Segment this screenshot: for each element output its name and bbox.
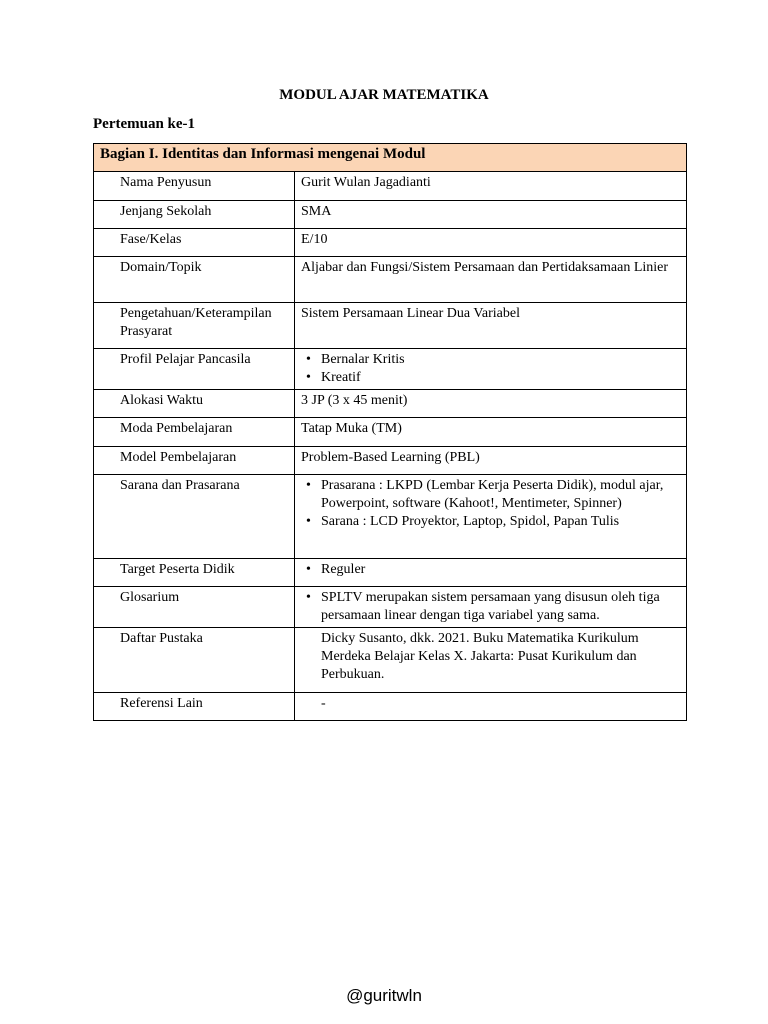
list-item: • Reguler bbox=[321, 561, 680, 579]
row-value-domain: Aljabar dan Fungsi/Sistem Persamaan dan Pertidaksamaan Linier bbox=[295, 257, 687, 303]
table-row bbox=[94, 201, 687, 229]
row-label-prasyarat: Pengetahuan/Keterampilan Prasyarat bbox=[94, 303, 295, 349]
row-value-sarana bbox=[295, 475, 687, 559]
glosarium-list bbox=[301, 589, 680, 625]
row-value-alokasi: 3 JP (3 x 45 menit) bbox=[295, 390, 687, 418]
footer-handle: @guritwln bbox=[346, 986, 422, 1005]
row-label-glosarium: Glosarium bbox=[94, 587, 295, 628]
row-value-jenjang: SMA bbox=[295, 201, 687, 229]
row-label-alokasi: Alokasi Waktu bbox=[94, 390, 295, 418]
meeting-label: Pertemuan ke-1 bbox=[93, 116, 196, 132]
row-label-referensi: Referensi Lain bbox=[94, 693, 295, 721]
table-row bbox=[94, 257, 687, 303]
list-item: • SPLTV merupakan sistem persamaan yang disusun oleh tiga persamaan linear dengan tiga variabel yang sama. bbox=[321, 589, 680, 625]
row-label-profil: Profil Pelajar Pancasila bbox=[94, 349, 295, 390]
row-value-glosarium bbox=[295, 587, 687, 628]
list-item: • Kreatif bbox=[321, 369, 680, 387]
section-header: Bagian I. Identitas dan Informasi mengenai Modul bbox=[94, 144, 687, 172]
row-value-profil bbox=[295, 349, 687, 390]
row-label-fase: Fase/Kelas bbox=[94, 229, 295, 257]
target-list bbox=[301, 561, 680, 579]
row-label-sarana: Sarana dan Prasarana bbox=[94, 475, 295, 559]
section-header-row bbox=[94, 144, 687, 172]
row-value-referensi: - bbox=[295, 693, 687, 721]
table-row bbox=[94, 349, 687, 390]
table-row bbox=[94, 587, 687, 628]
table-row bbox=[94, 628, 687, 693]
list-item: • Sarana : LCD Proyektor, Laptop, Spidol, Papan Tulis bbox=[321, 513, 680, 531]
document-title: MODUL AJAR MATEMATIKA bbox=[279, 87, 489, 103]
row-value-target bbox=[295, 559, 687, 587]
table-row bbox=[94, 229, 687, 257]
table-row bbox=[94, 559, 687, 587]
row-value-model: Problem-Based Learning (PBL) bbox=[295, 447, 687, 475]
table-row bbox=[94, 693, 687, 721]
row-value-pustaka: Dicky Susanto, dkk. 2021. Buku Matematika Kurikulum Merdeka Belajar Kelas X. Jakarta: Pusat Kurikulum dan Perbukuan. bbox=[295, 628, 687, 693]
table-row bbox=[94, 475, 687, 559]
row-label-domain: Domain/Topik bbox=[94, 257, 295, 303]
sarana-list bbox=[301, 477, 680, 531]
table-row bbox=[94, 172, 687, 201]
row-label-pustaka: Daftar Pustaka bbox=[94, 628, 295, 693]
table-row bbox=[94, 303, 687, 349]
table-row bbox=[94, 418, 687, 447]
row-value-fase: E/10 bbox=[295, 229, 687, 257]
row-label-moda: Moda Pembelajaran bbox=[94, 418, 295, 447]
row-value-moda: Tatap Muka (TM) bbox=[295, 418, 687, 447]
row-label-target: Target Peserta Didik bbox=[94, 559, 295, 587]
row-label-model: Model Pembelajaran bbox=[94, 447, 295, 475]
module-info-table bbox=[93, 143, 687, 721]
row-value-penyusun: Gurit Wulan Jagadianti bbox=[295, 172, 687, 201]
table-row bbox=[94, 447, 687, 475]
row-label-penyusun: Nama Penyusun bbox=[94, 172, 295, 201]
row-value-prasyarat: Sistem Persamaan Linear Dua Variabel bbox=[295, 303, 687, 349]
list-item: • Bernalar Kritis bbox=[321, 351, 680, 369]
profil-list bbox=[301, 351, 680, 387]
row-label-jenjang: Jenjang Sekolah bbox=[94, 201, 295, 229]
list-item: • Prasarana : LKPD (Lembar Kerja Peserta Didik), modul ajar, Powerpoint, software (Kahoot!, Mentimeter, Spinner) bbox=[321, 477, 680, 513]
table-row bbox=[94, 390, 687, 418]
